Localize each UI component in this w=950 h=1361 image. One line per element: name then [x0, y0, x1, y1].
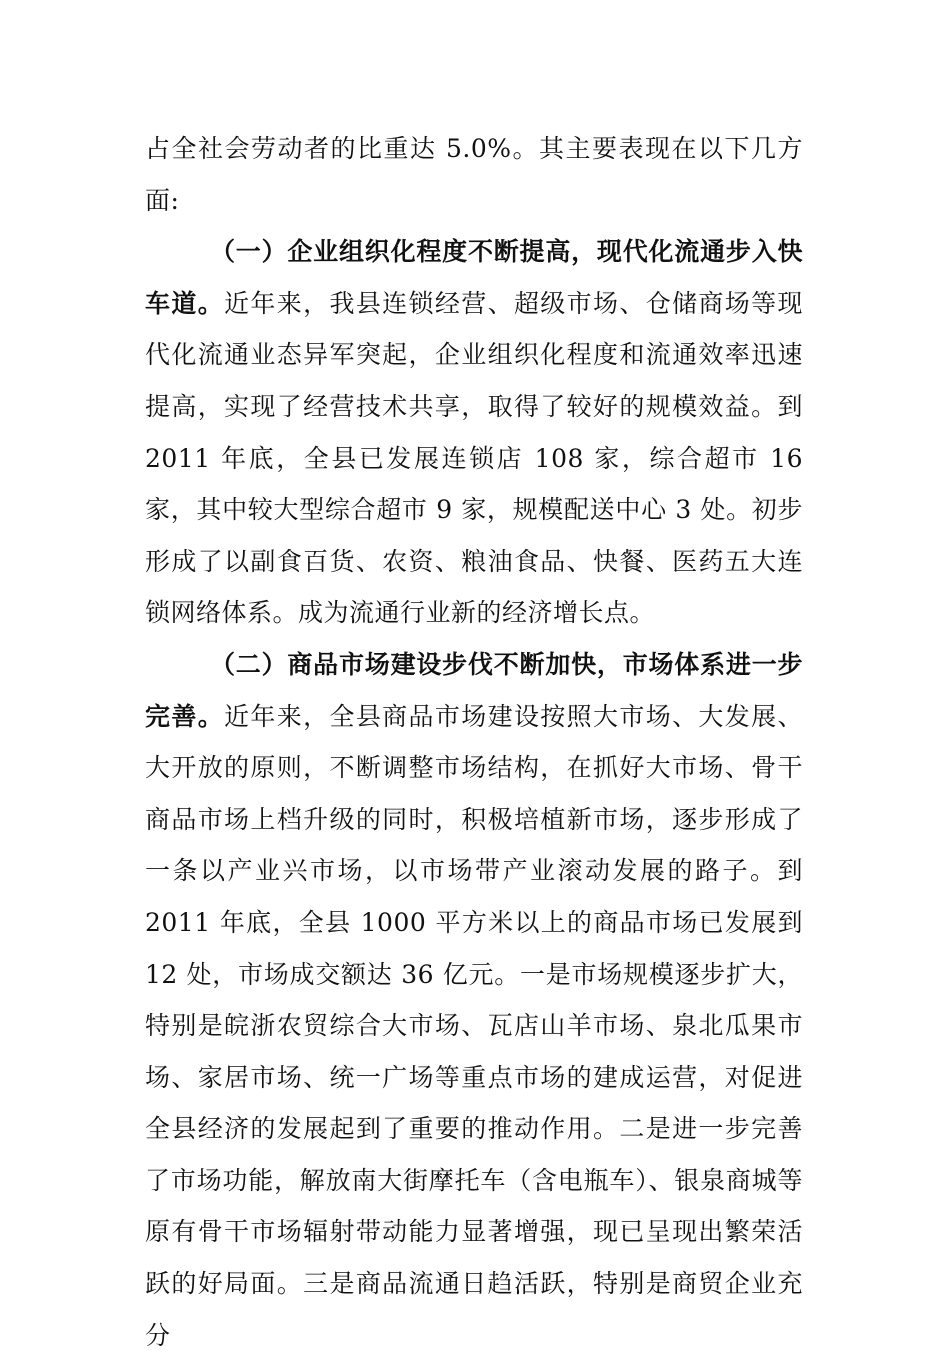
- intro-paragraph: 占全社会劳动者的比重达 5.0%。其主要表现在以下几方面:: [145, 134, 803, 215]
- section-2-body: 近年来，全县商品市场建设按照大市场、大发展、大开放的原则，不断调整市场结构，在抓好大市场、骨干商品市场上档升级的同时，积极培植新市场，逐步形成了一条以产业兴市场，以市场带产业滚动发展的路子。到 2011 年底，全县 1000 平方米以上的商品市场已发展到 12 处，市场成交额达 36 亿元。一是市场规模逐步扩大，特别是皖浙农贸综合大市场、瓦店山羊市场、泉北瓜果市场、家居市场、统一广场等重点市场的建成运营，对促进全县经济的发展起到了重要的推动作用。二是进一步完善了市场功能，解放南大街摩托车（含电瓶车）、银泉商城等原有骨干市场辐射带动能力显著增强，现已呈现出繁荣活跃的好局面。三是商品流通日趋活跃，特别是商贸企业充分: [145, 701, 803, 1350]
- section-2-heading: （二）商品市场建设步伐不断加快，市场体系进一步完善。: [145, 649, 803, 731]
- document-body: [145, 123, 803, 1361]
- section-1-paragraph: [145, 226, 803, 639]
- section-2-paragraph: [145, 639, 803, 1361]
- section-1-body: 近年来，我县连锁经营、超级市场、仓储商场等现代化流通业态异军突起，企业组织化程度和流通效率迅速提高，实现了经营技术共享，取得了较好的规模效益。到 2011 年底，全县已发展连锁店 108 家，综合超市 16 家，其中较大型综合超市 9 家，规模配送中心 3 处。初步形成了以副食百货、农资、粮油食品、快餐、医药五大连锁网络体系。成为流通行业新的经济增长点。: [145, 288, 803, 628]
- section-1-heading: （一）企业组织化程度不断提高，现代化流通步入快车道。: [145, 237, 803, 318]
